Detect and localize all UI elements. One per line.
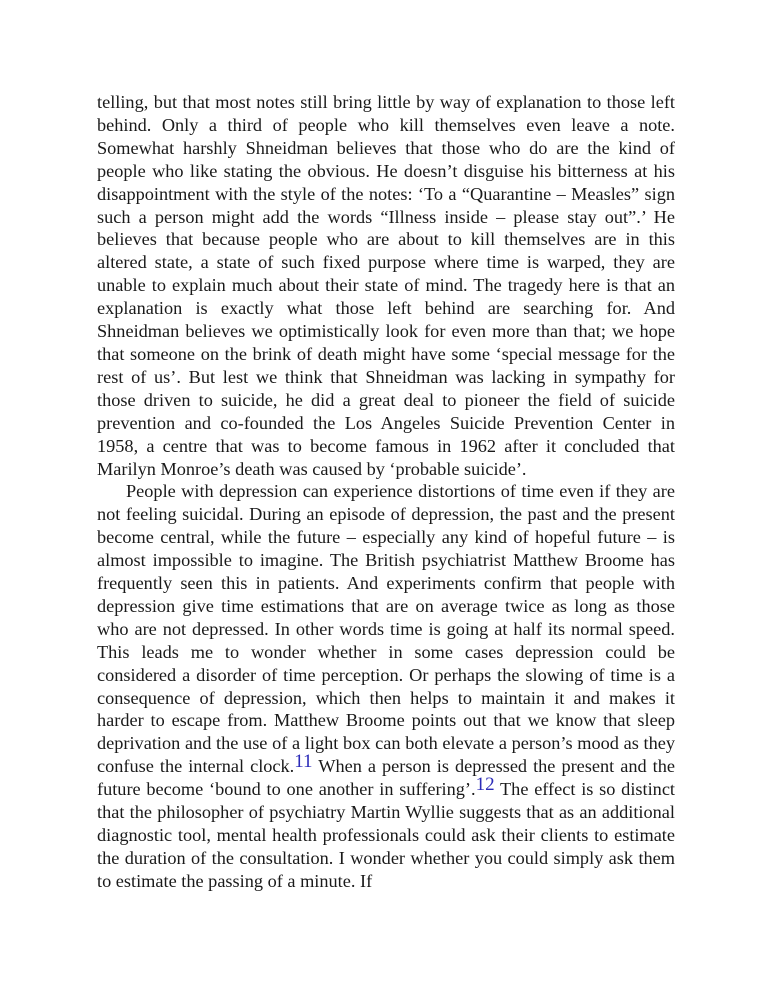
paragraph-text: The effect is so distinct that the philosopher of psychiatry Martin Wyllie suggests that as an additional diagnostic tool, mental health professionals could ask their clients to estimate the duration of the consultation. I wonder whether you could simply ask them to estimate the passing of a minute. If xyxy=(97,779,676,891)
paragraph-text: People with depression can experience distortions of time even if they are not feeling suicidal. During an episode of depression, the past and the present become central, while the future – especially any kind of hopeful future – is almost impossible to imagine. The British psychiatrist Matthew Broome has frequently seen this in patients. And experiments confirm that people with depression give time estimations that are on average twice as long as those who are not depressed. In other words time is going at half its normal speed. This leads me to wonder whether in some cases depression could be considered a disorder of time perception. Or perhaps the slowing of time is a consequence of depression, which then helps to maintain it and makes it harder to escape from. Matthew Broome points out that we know that sleep deprivation and the use of a light box can both elevate a person’s mood as they confuse the internal clock. xyxy=(97,481,675,777)
paragraph-depression xyxy=(97,480,675,892)
paragraph-shneidman xyxy=(97,91,675,480)
footnote-link-11[interactable]: 11 xyxy=(294,751,313,773)
paragraph-text: telling, but that most notes still bring little by way of explanation to those left behind. Only a third of people who kill themselves even leave a note. Somewhat harshly Shneidman believes that those who do are the kind of people who like stating the obvious. He doesn’t disguise his bitterness at his disappointment with the style of the notes: ‘To a “Quarantine – Measles” sign such a person might add the words “Illness inside – please stay out”.’ He believes that because people who are about to kill themselves are in this altered state, a state of such fixed purpose where time is warped, they are unable to explain much about their state of mind. The tragedy here is that an explanation is exactly what those left behind are searching for. And Shneidman believes we optimistically look for even more than that; we hope that someone on the brink of death might have some ‘special message for the rest of us’. But lest we think that Shneidman was lacking in sympathy for those driven to suicide, he did a great deal to pioneer the field of suicide prevention and co-founded the Los Angeles Suicide Prevention Center in 1958, a centre that was to become famous in 1962 after it concluded that Marilyn Monroe’s death was caused by ‘probable suicide’. xyxy=(97,92,675,479)
paragraph-text: When a person is depressed the present and the future become ‘bound to one another in suffering’. xyxy=(97,756,675,800)
book-page xyxy=(97,91,675,893)
footnote-link-12[interactable]: 12 xyxy=(475,774,495,796)
